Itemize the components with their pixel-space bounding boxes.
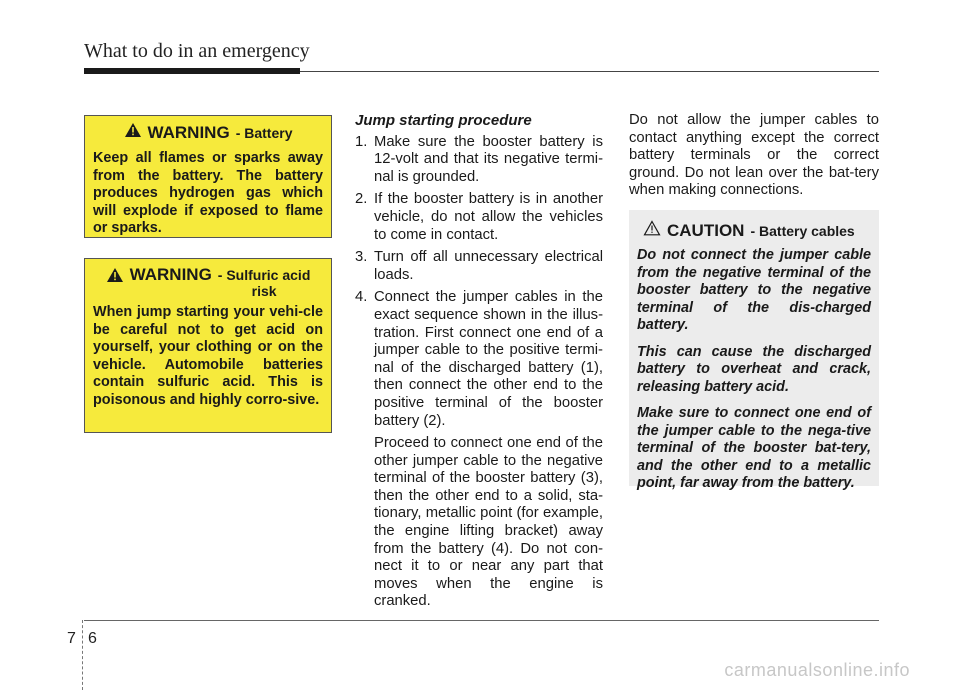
procedure-heading: Jump starting procedure [355, 112, 532, 129]
warning-acid-subtitle [218, 267, 311, 299]
warning-battery-title [93, 122, 323, 143]
page-number: 6 [88, 630, 97, 647]
caution-triangle-icon [643, 220, 661, 241]
warning-acid-title [93, 265, 323, 299]
warning-acid-text: When jump starting your vehi-cle be careful not to get acid on yourself, your clothing or on the vehicle. Automobile batteries contain sulfuric acid. This is poisonous and highly corro-sive. [93, 304, 323, 408]
procedure-step [355, 191, 603, 244]
step-text: Connect the jumper cables in the exact sequence shown in the illus-tration. First connect one end of a jumper cable to the positive termi-nal of the discharged battery (1), then connect the other end to the positive terminal of the booster battery (2). [374, 289, 603, 429]
caution-paragraph: Make sure to connect one end of the jumper cable to the nega-tive terminal of the booster bat-tery, and the other end to a metallic point, far away from the battery. [637, 405, 871, 491]
caution-battery-cables-box [629, 210, 879, 491]
step-number: 2. [355, 191, 368, 208]
watermark: carmanualsonline.info [724, 660, 910, 680]
caution-paragraph: Do not connect the jumper cable from the negative terminal of the booster battery to the negative terminal of the dis-charged battery. [637, 247, 871, 333]
footer-divider [82, 620, 83, 690]
step-number: 4. [355, 289, 368, 306]
step-4-continued: Proceed to connect one end of the other jumper cable to the negative terminal of the booster battery (3), then the other end to a solid, sta-tionary, metallic point (for example, the engine lifting bracket) away from the battery (4). Do not con-nect it to or near any part that moves when the engine is cranked. [374, 435, 603, 610]
warning-subtitle-line2: risk [251, 283, 277, 299]
warning-battery-box [84, 115, 332, 238]
caution-subtitle: - Battery cables [750, 222, 855, 239]
step-text: If the booster battery is in another vehicle, do not allow the vehicles to come in contact. [374, 191, 603, 243]
step-number: 1. [355, 133, 368, 150]
header-rule-accent [84, 68, 300, 74]
chapter-number: 7 [67, 630, 76, 647]
warning-label: WARNING [147, 122, 230, 142]
warning-battery-text: Keep all flames or sparks away from the battery. The battery produces hydrogen gas which will explode if exposed to flame or sparks. [93, 150, 323, 236]
warning-acid-box [84, 258, 332, 433]
warning-label: WARNING [129, 265, 212, 284]
warning-triangle-icon [106, 267, 124, 288]
warning-subtitle-line1: - Sulfuric acid [217, 267, 311, 283]
procedure-step [355, 134, 603, 187]
caution-title [643, 220, 871, 241]
procedure-step [355, 249, 603, 284]
step-number: 3. [355, 249, 368, 266]
step-text: Turn off all unnecessary electrical loads. [374, 249, 603, 283]
footer-rule [84, 620, 879, 621]
section-header: What to do in an emergency [84, 40, 310, 62]
warning-subtitle: - Battery [235, 124, 293, 141]
warning-triangle-icon [124, 122, 142, 143]
procedure-column [355, 112, 603, 611]
caution-paragraph: This can cause the discharged battery to overheat and crack, releasing battery acid. [637, 343, 871, 395]
procedure-step [355, 289, 603, 430]
caution-label: CAUTION [667, 220, 745, 240]
right-column-text: Do not allow the jumper cables to contact anything except the correct battery terminals or the correct ground. Do not lean over the bat-tery when making connections. [629, 112, 879, 199]
step-text: Make sure the booster battery is 12-volt and that its negative termi-nal is grounded. [374, 133, 603, 185]
